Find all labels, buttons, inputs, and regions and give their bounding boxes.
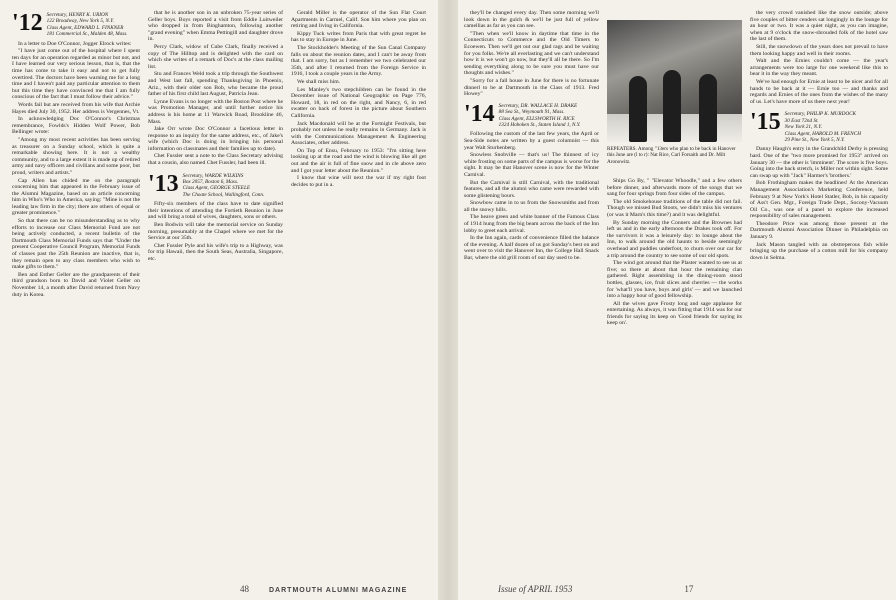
right-column-1 [464, 10, 599, 570]
paragraph: Lynne Evans is no longer with the Boston Post where he was Promotion Manager, and until further notice his address is his home at 11 Warwick Road, Brookline 46, Mass. [148, 98, 283, 125]
paragraph: On Top of Ensu, February to 1953: "I'm sitting here looking up at the road and the wind is blowing like all get out and the air is full of fine snow and in cle above zero and I got your letter about the Reunion." [291, 147, 426, 174]
paragraph: The old Smokehouse traditions of the table did not fail. Though we missed Bud Stoots, we didn't miss his ventures (or was it Marn's this time?) and it was delightful. [607, 198, 742, 218]
issue-label: Issue of APRIL 1953 [498, 584, 573, 594]
class-year: '14 [464, 100, 495, 127]
paragraph: Stu and Frances Weld took a trip through the Southwest and West last fall, spending Thanksgiving in Phoenix, Ariz., with their older son Bob, who became the proud father of his first child last August, Patricia Jean. [148, 71, 283, 98]
paragraph: Percy Clark, widow of Cube Clark, finally received a copy of The Hilltop and is delighted with the card on which she writes of a remark of Doc's at the class mailing list. [148, 43, 283, 70]
class-agent: Class Agent, HAROLD M. FRENCH 29 Pine St., New York 5, N.Y. [784, 130, 861, 143]
paragraph: "I have just come out of the hospital where I spent ten days for an operation regarded as minor but not, and I have learned our very serious lesson, that is, that the time has come to take it easy and not to get fully overtired. The doctors have been warning me for a long time and I haven't paid any particular attention to them but this time they have convinced me that I am fully conscious of the fact that I must follow their advice." [12, 48, 140, 101]
left-column-3 [291, 10, 426, 570]
paragraph: Chet Fussler sent a note to the Class Secretary advising that a cousin, also named Chet Fussler, had been ill. [148, 153, 283, 167]
left-column-1 [12, 10, 140, 570]
paragraph: Les Manley's two stepchildren can be found in the December issue of National Geographic on Page 776, Howard, 18, in red on the right, and Nancy, 6, in red swatter on back of forest in the picture about Southern California. [291, 86, 426, 119]
paragraph: Theodore Price was among those present at the Dartmouth Alumni Association Dinner in Philadelphia on January 9. [750, 220, 888, 241]
paragraph: they'll be changed every day. Then some morning we'll look down in the gulch & we'll be just full of yellow camellias as far as you can see. [464, 10, 599, 30]
right-column-2-text [607, 178, 742, 328]
paragraph: Kippy Tuck writes from Paris that with great regret he has to stay in Europe in June. [291, 30, 426, 44]
paragraph: Jake Orr wrote Doc O'Connor a facetious letter in response to an inquiry for the same address, etc., of Jake's wife (which Doc is doing in bringing his personal information on classmates and their families up to date). [148, 126, 283, 152]
class-header-1915 [750, 111, 888, 143]
paragraph: So that there can be no misunderstanding as to why efforts to increase our Class Memorial Fund are not being actively conducted, a recent bulletin of the Dartmouth Class Memorial Funds says that "Under the present Cooperative Council Program, Memorial Funds of classes past the 25th Reunion are inactive, that is, they remain open to any class members who wish to make gifts to them." [12, 218, 140, 271]
right-column-3 [750, 10, 888, 570]
paragraph: "Sorry for a fall house in June for there is no fortunate dinnerl to be at Dartmouth in the Class of 1913. Fred Howey" [464, 77, 599, 98]
paragraph: In the Inn again, cards of convenience filled the balance of the evening. A half dozen of us got Sunday's best on and went over to visit the Hanover Inn, the College Hall Snack Bar, where the old grill room of our day used to be. [464, 235, 599, 262]
reunion-photo [607, 20, 742, 142]
paragraph: Snowless Snobville — that's us! The thinnest of icy white frosting on some parts of the campus is worse for the sight. It may be that Hanover scene is now for the Winter Carnival. [464, 152, 599, 178]
paragraph: Jack Mason tangled with an obstreperous fish while bringing up the purchase of a cotton mill for his company down in Selma. [750, 241, 888, 261]
paragraph: Fifty-six members of the class have to date signified their intentions of attending the Fortieth Reunion in June and will bring a total of wives, daughters, sons or others. [148, 201, 283, 221]
class-header-1913 [148, 170, 283, 199]
paragraph: the very crowd vanished like the snow outside; above five couples of bitter cenders sat longingly in the lounge for an hour or two. It was a quiet night, as you can imagine, when at 9 o'clock the snow-shrouded folk of the hotel saw the last of them. [750, 10, 888, 43]
right-footer [498, 584, 693, 594]
left-page [0, 0, 438, 600]
paragraph: Ben and Esther Geller are the grandparents of their third grandson born to David and Violet Geller on November 14, a month after David returned from Navy duty in Korea. [12, 271, 140, 298]
class-year: '13 [148, 170, 179, 197]
paragraph: Words fail but are received from his wife that Archie Hayes died July 30, 1952. Her address is Vergennes, Vt. [12, 101, 140, 115]
paragraph: Walt and the Ernies couldn't come — the year's arrangements were too large for one weekend like this to bear it in the way they meant. [750, 58, 888, 78]
paragraph: I know that wine will next the war if my right foot decides to put in a. [291, 175, 426, 188]
paragraph: Jack Macdonald will be at the Fortnight Festivals, but probably not unless he really remains in Germany. Jack is with the Communications Management & Engineering Associates, other address. [291, 120, 426, 147]
left-column-2 [148, 10, 283, 570]
photo-caption: REPEATERS. Among "13ers who plan to be back in Hanover this June are (l to r): Nat Rice, Carl Forsaith and Dr. Milt Aronowitz. [607, 146, 736, 165]
paragraph: "Then when we'll know in daytime that time in the Connecticuts to Commerce and the Old Timers to Ecoewen. Then we'll get out our glad rags and be waiting for you folks. We're all everlasting and we can't understand how it is we won't go now, but they'll all be there. So I'm sending everything along to be sure you must have our thoughts and wishes." [464, 30, 599, 77]
paragraph: In a letter to Doe O'Connor, Jogger Elrock writes: [18, 40, 132, 47]
paragraph: Gerald Miller is the operator of the Sun Flat Court Apartments in Carmel, Calif. Son him where you plan on retiring and living in California. [291, 10, 426, 30]
page-number: 17 [684, 584, 694, 594]
person-figure [663, 70, 681, 142]
paragraph: Ben Bodwin will take the memorial service on Sunday morning, presumably at the Chapel where we met for the Service at our 35th. [148, 222, 283, 242]
class-secretary: Secretary, WARDE WILKINS Box 2057, Boston 6, Mass. [182, 172, 244, 186]
paragraph: We shall miss him. [297, 78, 341, 85]
paragraph: that he is another son in an unbroken 75-year series of Geller boys. Boys reported a visit from Eddie Luitweiler who dropped in from Binghamton, following another "grand evening" when Emma Pettingill and daughter drove in. [148, 10, 283, 43]
person-figure [629, 76, 647, 142]
class-secretary: Secretary, PHILIP K. MURDOCK 30 East 72nd St. New York 21, N.Y. [784, 111, 856, 131]
class-year: '12 [12, 10, 43, 36]
paragraph: Danny Haugh's entry in the Grandchild Derby is pressing hard. One of the "two more promised for 1953" arrived on January 30 — the other is 'imminent'. The score is five boys. Going into the back stretch, is Miller not within sight. Some can swap up with "Jack" Harmer's 'brothers.' [750, 146, 888, 179]
class-agent: Class Agent, ELLSWORTH H. RICE 1324 Hoboken St., Staten Island 1, N.Y. [498, 115, 581, 128]
page-number: 48 [240, 584, 249, 594]
paragraph: We've had enough for Ernie at least to be nicer and for all hands to be back at it — Ernie too — and thanks and regards and Ernies of the ones from the wishes of the many of us. Let's have more of us there next year! [750, 78, 888, 105]
paragraph: By Sunday morning the Conners and the Brownes had left us and in the early afternoon the Drakes took off. For the survivors it was a leisurely day: to lounge about the Inn, to walk around the old haunts to beside seemingly overhead and puddles underfoot, to churn over our car for a trip around the country to see some of our old spots. [607, 219, 742, 259]
paragraph: Chet Fussler Pyle and his wife's trip to a Highway, was for trip Hawaii, then the South Seas, Australia, Singapore, etc. [148, 242, 283, 263]
paragraph: The Stockholder's Meeting of the Sun Canal Company falls on about the reunion dates, and I can't be away from that. I am sorry, but as I remember we two celebrated our 35th, and after I returned from the Foreign Service in 1916, I took a couple years in the Army. [291, 44, 426, 78]
paragraph: In acknowledging Doc O'Connor's Christmas remembrance, Fowlds's Hidden Wolf Power, Bob Bellinger wrote: [12, 116, 140, 136]
paragraph: Cap Allen has chided me on the paragraph concerning him that appeared in the February issue of the Alumni Magazine, based on an article concerning him in Who's Who in America, saying: "Mine is not the leading law firm in the city; there are others of equal or greater prominence." [12, 177, 140, 217]
paragraph: The heave green and white banner of the Famous Class of 1914 hung from the big beam across the back of the Inn lobby to greet each arrival. [464, 214, 599, 234]
class-agent: Class Agent, EDWARD L. FINKNER 181 Commercial St., Malden 48, Mass. [46, 24, 128, 38]
right-column-2 [607, 10, 742, 570]
paragraph: Ships Go By, " "Elevator Whoodle," and a few others before dinner, and afterwards more of the songs that we sang for four springs from four sides of the campus. [607, 178, 742, 198]
class-secretary: Secretary, DR. WALLACE H. DRAKE 88 Sea St., Weymouth 91, Mass. [498, 102, 578, 116]
page-gutter [438, 0, 458, 600]
class-secretary: Secretary, HENRY K. URION 122 Broadway, New York 5, N.Y. [46, 12, 114, 25]
paragraph: But the Carnival is still Carnival, with the traditional features, and all the alumni who came were rewarded with some glistening hours. [464, 179, 599, 199]
right-page [458, 0, 896, 600]
paragraph: Bob Frothingham makes the headlines! At the American Management Association's Marketing Conference, held February 9 at New York's Hotel Statler, Bob, in his capacity of Ass't Gen. Mgr., Foreign Trade Dept., Socony-Vacuum Oil Co., was one of a panel to explore the increased responsibility of sales management. [750, 180, 888, 220]
left-footer [240, 584, 407, 594]
paragraph: Still, the snowdown of the years does not prevail to have them looking happy and well in their rooms. [750, 43, 888, 57]
class-agent: Class Agent, GEORGE STEELE The Choate School, Wallingford, Conn. [182, 185, 265, 198]
person-figure [699, 74, 717, 142]
paragraph: "Among my most recent activities has been serving as treasurer on a Sunday school, which is quite a remarkable showing here. It is not a wealthy community, and to a large extent it is made up of retired army and navy officers and civilians and some poor, but proud, writers and artists." [12, 136, 140, 176]
magazine-name: DARTMOUTH ALUMNI MAGAZINE [269, 587, 408, 594]
paragraph: All the wives gave Frosty long and sage applause for entertaining. As always, it was fitting that 1914 was for our friends for saying its keep on 'Good friends for saying its keep on'. [607, 300, 742, 327]
class-header-1914 [464, 100, 599, 129]
class-header-1912 [12, 12, 140, 38]
paragraph: Snowbow came in to us from the Snowsmiths and from all the snowy hills. [464, 200, 599, 213]
paragraph: Following the custom of the last few years, the April or Sea-Side notes are written by a guest columnist — this year Walt Sturbenberg. [464, 131, 599, 151]
class-year: '15 [750, 109, 781, 136]
paragraph: The wind got around that the Plaster wanted to see us at five; so there at about that hour the remaining clan gathered. Right assembling in the dining-room stood bottles, glasses, ice, fruit slices and cherries — the works for 'what'll you have, boys and girls' — and we launched into a happy hour of good fellowship. [607, 260, 742, 300]
